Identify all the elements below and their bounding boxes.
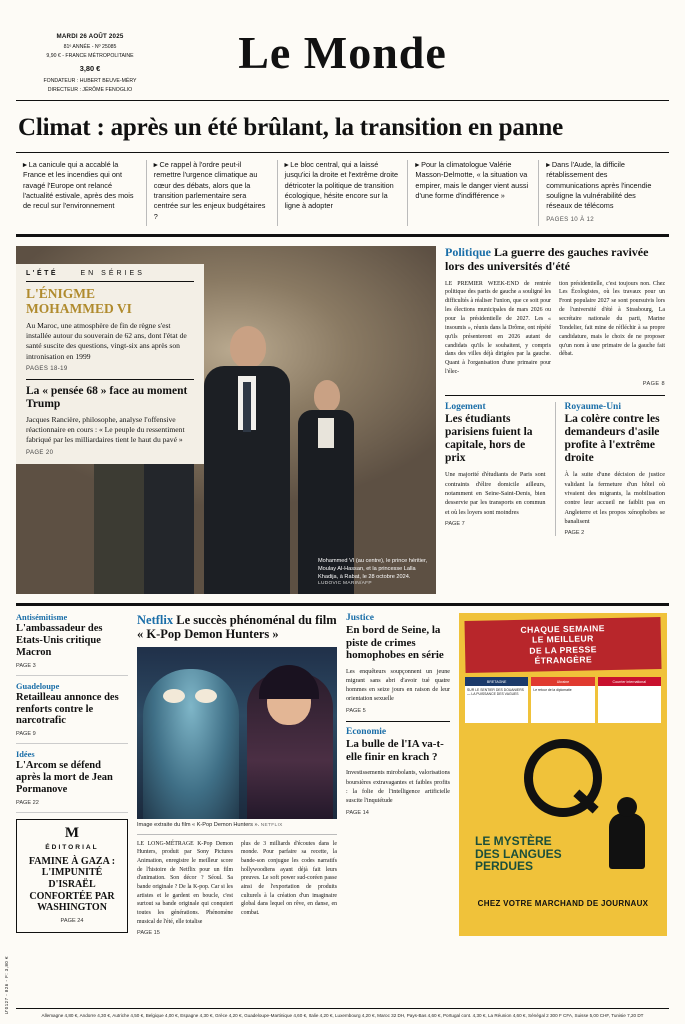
series-title xyxy=(26,287,194,317)
ad-banner-line2: LE MEILLEUR xyxy=(531,633,594,646)
ad-cover xyxy=(531,677,594,723)
ad-cover-text: SUR LE SENTIER DES DOUANIERS — LA PUISSANCE DES VAGUES xyxy=(467,688,524,697)
logement-ref: PAGE 7 xyxy=(445,520,465,527)
editorial-box xyxy=(16,819,128,933)
international-prices: Allemagne 4,80 €, Andorre 4,30 €, Autriche 4,50 €, Belgique 4,00 €, Espagne 4,30 €, Grèce 4,20 €, Guadeloupe-Martinique 4,60 €, Italie 4,20 €, Luxembourg 4,20 €, Maroc 32 DH, Pays-Bas 4,60 €, Portugal cont. 4,30 €, La Réunion 4,60 €, Sénégal 2 300 F CFA, Suisse 5,00 CHF, Tunisie 7,20 DT xyxy=(16,1008,669,1019)
series-box xyxy=(16,264,204,464)
netflix-headline xyxy=(137,613,337,642)
publication-date: MARDI 26 AOÛT 2025 xyxy=(56,33,124,40)
edition-info: 9,90 € - FRANCE MÉTROPOLITAINE xyxy=(46,52,134,59)
politique-body xyxy=(445,280,665,377)
teaser-item xyxy=(146,160,277,226)
newspaper-title: Le Monde xyxy=(238,27,447,78)
justice-ref: PAGE 5 xyxy=(346,708,366,715)
editorial-headline: FAMINE À GAZA : L'IMPUNITÉ D'ISRAËL CONFORTÉE PAR WASHINGTON xyxy=(28,855,116,914)
royaume-uni-headline: La colère contre les demandeurs d'asile profite à l'extrême droite xyxy=(564,412,660,464)
brief-item xyxy=(16,750,128,813)
tiger-eye-left xyxy=(163,689,185,703)
series-kicker xyxy=(26,270,194,282)
teaser-text: La canicule qui a accablé la France et les incendies qui ont ravagé l'Europe ont relancé l'actualité estivale, après des mois de recul sur l'environnement xyxy=(23,160,134,211)
director: DIRECTEUR : JÉRÔME FENOGLIO xyxy=(47,87,133,94)
magnifier-icon xyxy=(524,739,602,817)
brief-rubric: Antisémitisme xyxy=(16,613,68,623)
ad-banner-line4: ÉTRANGÈRE xyxy=(534,655,593,667)
ad-cover-top: Courrier international xyxy=(598,677,661,686)
logement-article xyxy=(445,402,546,536)
series-ref: PAGES 18-19 xyxy=(26,366,68,373)
netflix-ref: PAGE 15 xyxy=(137,929,160,936)
justice-text: Les enquêteurs soupçonnent un jeune migrant sans abri d'avoir tué quatre hommes en seize jours en raison de leur orientation sexuelle xyxy=(346,668,450,703)
netflix-caption-text: Image extraite du film « K-Pop Demon Hunters ». xyxy=(137,821,260,828)
ad-main-visual xyxy=(465,729,661,895)
brief-rubric: Guadeloupe xyxy=(16,681,60,691)
ad-banner-line1: CHAQUE SEMAINE xyxy=(520,623,605,636)
netflix-col2: plus de 3 milliards d'écoutes dans le monde. Pour parfaire sa recette, la bande-son conjugue les codes narratifs hollywoodiens ayant déjà fait leurs preuves. Le soft power sud-coréen passe ainsi de l'exportation de produits culturels à la création d'un imaginaire global dans lequel on rêve, en danse, en combat. xyxy=(241,840,337,917)
photo-caption xyxy=(318,558,430,588)
series-kicker-ete: L'ÉTÉ xyxy=(26,270,59,278)
justice-rubric: Justice xyxy=(346,613,374,624)
figure-king xyxy=(204,326,290,594)
price: 3,80 € xyxy=(79,64,101,74)
advertisement[interactable] xyxy=(459,613,667,935)
economie-text: Investissements mirobolants, valorisations boursières extravagantes et faibles profits : la folie de l'intelligence artificielle suscite l'inquiétude xyxy=(346,770,450,804)
teaser-item xyxy=(538,160,669,226)
teaser-text: Dans l'Aude, la difficile rétablissement des communications après l'incendie souligne la vulnérabilité des réseaux de télécoms xyxy=(546,160,652,211)
logement-rubric: Logement xyxy=(445,401,486,412)
masthead-info xyxy=(16,26,164,95)
column-divider xyxy=(346,721,450,722)
ad-cover xyxy=(465,677,528,723)
justice-article xyxy=(346,613,450,714)
lead-photo xyxy=(16,246,436,594)
ad-title xyxy=(475,835,562,873)
silhouette-figure xyxy=(609,813,645,869)
logement-headline: Les étudiants parisiens fuient la capitale, hors de prix xyxy=(445,412,533,464)
royaume-uni-rubric: Royaume-Uni xyxy=(564,401,621,412)
ad-title-line2: DES LANGUES xyxy=(475,846,562,861)
netflix-credit: NETFLIX xyxy=(260,822,283,828)
royaume-uni-text: À la suite d'une décision de justice validant la fermeture d'un hôtel où vivaient des migrants, la mobilisation contre leur accueil ne faiblit pas en Angleterre et les propos xénophobes se banalisent xyxy=(564,471,665,525)
royaume-uni-ref: PAGE 2 xyxy=(564,530,585,537)
logement-text: Une majorité d'étudiants de Paris sont contraints d'élire domicile ailleurs, notamment en Seine-Saint-Denis, bien desservie par les transports en commun et où les loyers sont moindres xyxy=(445,471,546,516)
teaser-text: Le bloc central, qui a laissé jusqu'ici la droite et l'extrême droite détricoter la politique de transition écologique, hésite encore sur la ligne à adopter xyxy=(284,160,399,211)
teaser-text: Ce rappel à l'ordre peut-il remettre l'urgence climatique au cœur des débats, alors que la transition parlementaire sera centrée sur les enjeux budgétaires ? xyxy=(153,160,266,221)
arrow-icon: ▸ xyxy=(284,160,291,169)
teaser-ref: PAGES 10 À 12 xyxy=(546,215,594,223)
politique-ref: PAGE 8 xyxy=(642,380,665,387)
ad-cover-top: BRETAGNE xyxy=(465,677,528,686)
arrow-icon: ▸ xyxy=(153,160,160,169)
series-text: Au Maroc, une atmosphère de fin de règne s'est installée autour du souverain de 62 ans, dont l'état de santé suscite des questions, vingt-six ans après son intronisation en 1999 xyxy=(26,320,187,361)
teaser-item xyxy=(407,160,538,226)
brief-item xyxy=(16,613,128,676)
ad-magazine-covers xyxy=(465,677,661,723)
right-column xyxy=(445,246,665,594)
arrow-icon: ▸ xyxy=(546,160,552,169)
netflix-image xyxy=(137,647,337,819)
economie-headline: La bulle de l'IA va-t-elle finir en krach ? xyxy=(346,738,444,763)
photo-credit: LUDOVIC MARIN/AFP xyxy=(318,581,372,587)
tiger-character xyxy=(143,669,239,819)
ad-cover-text: Le retour de la diplomatie xyxy=(533,688,572,693)
netflix-col1: LE LONG-MÉTRAGE K-Pop Demon Hunters, produit par Sony Pictures Animation, enregistre le meilleur score de l'histoire de Netflix pour un film d'animation. Son décor ? Séoul. Sa bande originale ? De la K-pop. Car si les artistes et le gardent en boucle, c'est surtout sa bande originale qui conquiert toutes les générations. Phénomène musical de l'été, elle totalise xyxy=(137,840,233,925)
brief-headline: Retailleau annonce des renforts contre le narcotrafic xyxy=(16,691,119,727)
netflix-body xyxy=(137,834,337,927)
teaser-text: Pour la climatologue Valérie Masson-Delmotte, « la situation va empirer, mais le danger vient aussi d'une forme d'indifférence » xyxy=(415,160,529,201)
netflix-article xyxy=(137,613,337,935)
brief-ref: PAGE 22 xyxy=(16,799,39,806)
netflix-rubric: Netflix xyxy=(137,613,174,628)
editorial-ref: PAGE 24 xyxy=(60,917,84,924)
founder: FONDATEUR : HUBERT BEUVE-MÉRY xyxy=(43,77,137,84)
series2-text: Jacques Rancière, philosophe, analyse l'offensive réactionnaire en cours : « Le peuple du ressentiment fabriqué par les milliardaires tient le haut du pavé » xyxy=(26,414,185,445)
ad-cover-top: Ukraine xyxy=(531,677,594,686)
brief-rubric: Idées xyxy=(16,750,35,760)
netflix-caption xyxy=(137,822,337,828)
series2-ref: PAGE 20 xyxy=(26,449,54,456)
arrow-icon: ▸ xyxy=(23,160,29,169)
lead-headline: Climat : après un été brûlant, la transition en panne xyxy=(18,114,563,141)
brief-item xyxy=(16,682,128,745)
brief-headline: L'Arcom se défend après la mort de Jean Pormanove xyxy=(16,760,113,796)
politique-headline xyxy=(445,246,665,273)
series-title-line1: L'ÉNIGME xyxy=(26,286,96,302)
ad-title-line3: PERDUES xyxy=(475,859,534,874)
barcode-text: U'0127 - 826 - F: 3,80 € xyxy=(4,955,9,1014)
ad-banner-line3: DE LA PRESSE xyxy=(529,644,597,656)
justice-headline: En bord de Seine, la piste de crimes homophobes en série xyxy=(346,624,444,662)
brief-ref: PAGE 3 xyxy=(16,662,36,669)
issue-number: 81ᵉ ANNÉE - Nº 25085 xyxy=(63,43,117,50)
series-title-line2: MOHAMMED VI xyxy=(26,301,132,316)
teaser-item xyxy=(277,160,408,226)
economie-article xyxy=(346,727,450,816)
bottom-left-column xyxy=(16,613,128,935)
economie-rubric: Economie xyxy=(346,727,387,738)
royaume-uni-article xyxy=(555,402,666,536)
series2-title: La « pensée 68 » face au moment Trump xyxy=(26,385,188,410)
ad-cover-text xyxy=(598,686,661,690)
girl-hair xyxy=(259,665,319,699)
politique-title: La guerre des gauches ravivée lors des universités d'été xyxy=(445,245,649,273)
politique-col1: LE PREMIER WEEK-END de rentrée politique des partis de gauche a souligné les difficultés à réaliser l'union, que ce soit pour les élections municipales de mars 2026 ou pour la présidentielle de 2027. Les « insoumis », réunis dans la Drôme, ont répété qu'ils présenteront en 2026 autant de candidats qu'ils le souhaitent, y compris dans des villes déjà dirigées par la gauche. Quant à l'organisation d'une primaire pour l'élec- xyxy=(445,280,551,376)
mid-section xyxy=(16,246,669,594)
lead-photo-column xyxy=(16,246,436,594)
brief-headline: L'ambassadeur des Etats-Unis critique Macron xyxy=(16,623,103,658)
politique-col2: tion présidentielle, c'est toujours non. Chez Les Écologistes, où les travaux pour un Front populaire 2027 se sont poursuivis lors de l'université d'été à Strasbourg, La secrétaire nationale du parti, Marine Tondelier, fait mine de réfléchir à sa propre candidature, mais le choix de ne proposer qu'un nom à une primaire de la gauche fait débat. xyxy=(559,280,665,358)
right-two-box xyxy=(445,395,665,536)
bottom-center-column xyxy=(346,613,450,935)
netflix-title: Le succès phénoménal du film « K-Pop Demon Hunters » xyxy=(137,613,337,642)
ad-footer: CHEZ VOTRE MARCHAND DE JOURNAUX xyxy=(477,899,649,909)
series-kicker-label: EN SÉRIES xyxy=(80,270,145,278)
economie-ref: PAGE 14 xyxy=(346,809,369,816)
masthead xyxy=(16,0,669,92)
tiger-eye-right xyxy=(195,689,217,703)
arrow-icon: ▸ xyxy=(415,160,422,169)
brief-ref: PAGE 9 xyxy=(16,731,36,738)
bottom-section xyxy=(16,603,669,935)
ad-banner xyxy=(464,617,661,673)
le-monde-monogram-icon: M xyxy=(64,824,80,841)
ad-title-line1: LE MYSTÈRE xyxy=(475,833,552,848)
editorial-label: ÉDITORIAL xyxy=(45,843,99,851)
series-divider xyxy=(26,379,194,380)
teaser-item xyxy=(16,160,146,226)
politique-rubric: Politique xyxy=(445,245,492,260)
photo-caption-text: Mohammed VI (au centre), le prince héritier, Moulay Al-Hassan, et la princesse Lalla Khadija, à Rabat, le 28 octobre 2024. xyxy=(318,557,428,580)
teaser-row xyxy=(16,152,669,237)
ad-cover xyxy=(598,677,661,723)
